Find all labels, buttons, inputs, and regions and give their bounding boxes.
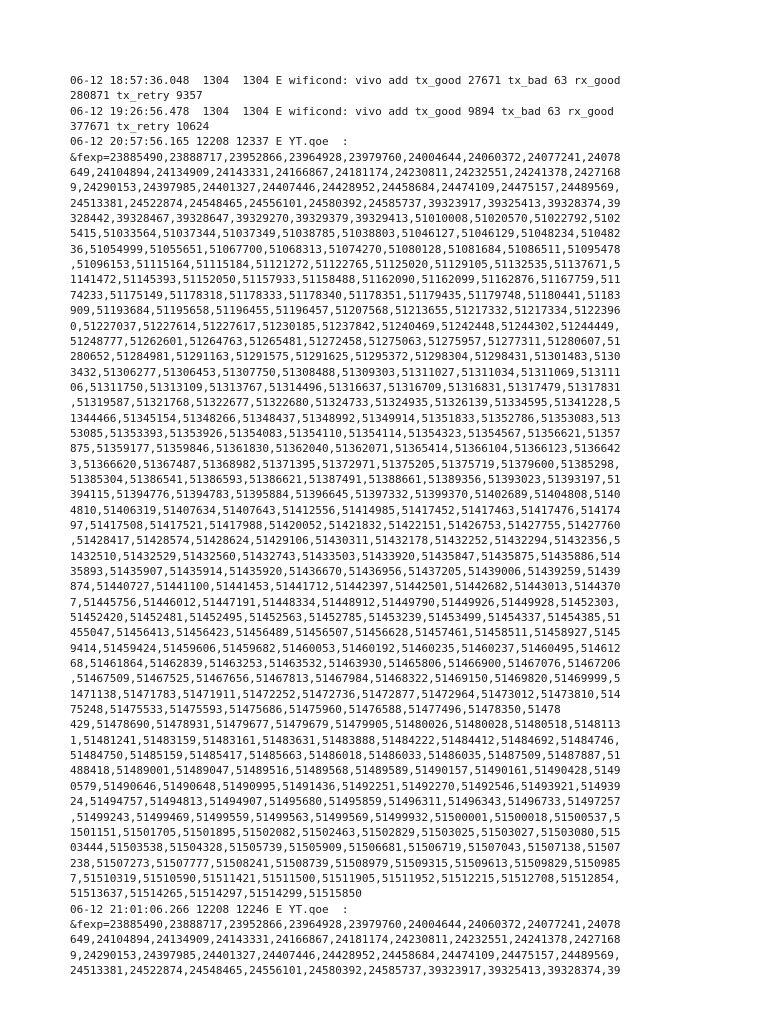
log-line: 1432510,51432529,51432560,51432743,51433503,51433920,51435847,51435875,51435886,514: [70, 549, 621, 563]
log-line: 51484750,51485159,51485417,51485663,51486018,51486033,51486035,51487509,51487887,51: [70, 749, 621, 763]
log-line: 06-12 20:57:56.165 12208 12337 E YT.qoe :: [70, 135, 349, 149]
log-line: 75248,51475533,51475593,51475686,51475960,51476588,51477496,51478350,51478: [70, 703, 561, 717]
log-line: 488418,51489001,51489047,51489516,51489568,51489589,51490157,51490161,51490428,5149: [70, 764, 621, 778]
log-line: 0579,51490646,51490648,51490995,51491436,51492251,51492270,51492546,51493921,514939: [70, 779, 621, 793]
log-line: 1,51481241,51483159,51483161,51483631,51483888,51484222,51484412,51484692,51484746,: [70, 733, 621, 747]
log-line: 238,51507273,51507777,51508241,51508739,51508979,51509315,51509613,51509829,5150985: [70, 856, 621, 870]
log-line: 68,51461864,51462839,51463253,51463532,51463930,51465806,51466900,51467076,51467206: [70, 657, 621, 671]
log-line: 06-12 21:01:06.266 12208 12246 E YT.qoe :: [70, 902, 349, 916]
log-line: 455047,51456413,51456423,51456489,51456507,51456628,51457461,51458511,51458927,5145: [70, 626, 621, 640]
log-line: 9,24290153,24397985,24401327,24407446,24428952,24458684,24474109,24475157,24489569,: [70, 948, 621, 962]
log-line: 394115,51394776,51394783,51395884,51396645,51397332,51399370,51402689,51404808,5140: [70, 488, 621, 502]
log-line: &fexp=23885490,23888717,23952866,23964928,23979760,24004644,24060372,24077241,24078: [70, 150, 621, 164]
log-line: 06,51311750,51313109,51313767,51314496,51316637,51316709,51316831,51317479,51317831: [70, 380, 621, 394]
log-line: ,51467509,51467525,51467656,51467813,51467984,51468322,51469150,51469820,51469999,5: [70, 672, 621, 686]
log-line: 1471138,51471783,51471911,51472252,51472736,51472877,51472964,51473012,51473810,514: [70, 687, 621, 701]
log-line: ,51319587,51321768,51322677,51322680,51324733,51324935,51326139,51334595,51341228,5: [70, 396, 621, 410]
log-line: 280871 tx_retry 9357: [70, 89, 203, 103]
log-line: 36,51054999,51055651,51067700,51068313,51074270,51080128,51081684,51086511,51095478: [70, 242, 621, 256]
log-line: 0,51227037,51227614,51227617,51230185,51237842,51240469,51242448,51244302,51244449,: [70, 319, 621, 333]
log-line: 1501151,51501705,51501895,51502082,51502463,51502829,51503025,51503027,51503080,515: [70, 825, 621, 839]
log-document: [70, 73, 700, 978]
log-line: 06-12 18:57:36.048 1304 1304 E wificond: vivo add tx_good 27671 tx_bad 63 rx_good: [70, 74, 621, 87]
log-line: 03444,51503538,51504328,51505739,51505909,51506681,51506719,51507043,51507138,51507: [70, 841, 621, 855]
log-line: 649,24104894,24134909,24143331,24166867,24181174,24230811,24232551,24241378,2427168: [70, 933, 621, 947]
log-line: 649,24104894,24134909,24143331,24166867,24181174,24230811,24232551,24241378,2427168: [70, 166, 621, 180]
log-line: 51452420,51452481,51452495,51452563,51452785,51453239,51453499,51454337,51454385,51: [70, 611, 621, 625]
log-line: 3432,51306277,51306453,51307750,51308488,51309303,51311027,51311034,51311069,513111: [70, 365, 621, 379]
log-line: 875,51359177,51359846,51361830,51362040,51362071,51365414,51366104,51366123,5136642: [70, 442, 621, 456]
log-line: 7,51445756,51446012,51447191,51448334,51448912,51449790,51449926,51449928,51452303,: [70, 595, 621, 609]
log-line: 51513637,51514265,51514297,51514299,51515850: [70, 887, 362, 901]
log-line: 24513381,24522874,24548465,24556101,24580392,24585737,39323917,39325413,39328374,39: [70, 963, 621, 977]
log-line: 74233,51175149,51178318,51178333,51178340,51178351,51179435,51179748,51180441,51183: [70, 288, 621, 302]
log-line: 7,51510319,51510590,51511421,51511500,51511905,51511952,51512215,51512708,51512854,: [70, 871, 621, 885]
log-line: 377671 tx_retry 10624: [70, 120, 210, 134]
log-line: 5415,51033564,51037344,51037349,51038785,51038803,51046127,51046129,51048234,510482: [70, 227, 621, 241]
log-line: 4810,51406319,51407634,51407643,51412556,51414985,51417452,51417463,51417476,514174: [70, 503, 621, 517]
log-line: ,51096153,51115164,51115184,51121272,51122765,51125020,51129105,51132535,51137671,5: [70, 258, 621, 272]
log-line: 280652,51284981,51291163,51291575,51291625,51295372,51298304,51298431,51301483,5130: [70, 350, 621, 364]
log-line: 9,24290153,24397985,24401327,24407446,24428952,24458684,24474109,24475157,24489569,: [70, 181, 621, 195]
log-line: ,51428417,51428574,51428624,51429106,51430311,51432178,51432252,51432294,51432356,5: [70, 534, 621, 548]
log-line: 97,51417508,51417521,51417988,51420052,51421832,51422151,51426753,51427755,51427760: [70, 518, 621, 532]
log-line: 874,51440727,51441100,51441453,51441712,51442397,51442501,51442682,51443013,5144370: [70, 580, 621, 594]
log-line: 1344466,51345154,51348266,51348437,51348992,51349914,51351833,51352786,51353083,513: [70, 411, 621, 425]
log-line: 328442,39328467,39328647,39329270,39329379,39329413,51010008,51020570,51022792,5102: [70, 212, 621, 226]
log-line: 9414,51459424,51459606,51459682,51460053,51460192,51460235,51460237,51460495,514612: [70, 641, 621, 655]
log-line: ,51499243,51499469,51499559,51499563,51499569,51499932,51500001,51500018,51500537,5: [70, 810, 621, 824]
log-line: 51248777,51262601,51264763,51265481,51272458,51275063,51275957,51277311,51280607,51: [70, 334, 621, 348]
log-line: 909,51193684,51195658,51196455,51196457,51207568,51213655,51217332,51217334,5122396: [70, 304, 621, 318]
log-line: 51385304,51386541,51386593,51386621,51387491,51388661,51389356,51393023,51393197,51: [70, 472, 621, 486]
log-line: 06-12 19:26:56.478 1304 1304 E wificond: vivo add tx_good 9894 tx_bad 63 rx_good: [70, 104, 614, 118]
log-line: 35893,51435907,51435914,51435920,51436670,51436956,51437205,51439006,51439259,51439: [70, 565, 621, 578]
log-line: 24,51494757,51494813,51494907,51495680,51495859,51496311,51496343,51496733,51497257: [70, 795, 621, 809]
log-line: 1141472,51145393,51152050,51157933,51158488,51162090,51162099,51162876,51167759,511: [70, 273, 621, 287]
log-line: &fexp=23885490,23888717,23952866,23964928,23979760,24004644,24060372,24077241,24078: [70, 917, 621, 931]
log-line: 53085,51353393,51353926,51354083,51354110,51354114,51354323,51354567,51356621,51357: [70, 426, 621, 440]
log-line: 24513381,24522874,24548465,24556101,24580392,24585737,39323917,39325413,39328374,39: [70, 196, 621, 210]
log-line: 429,51478690,51478931,51479677,51479679,51479905,51480026,51480028,51480518,5148113: [70, 718, 621, 732]
log-line: 3,51366620,51367487,51368982,51371395,51372971,51375205,51375719,51379600,51385298,: [70, 457, 621, 471]
